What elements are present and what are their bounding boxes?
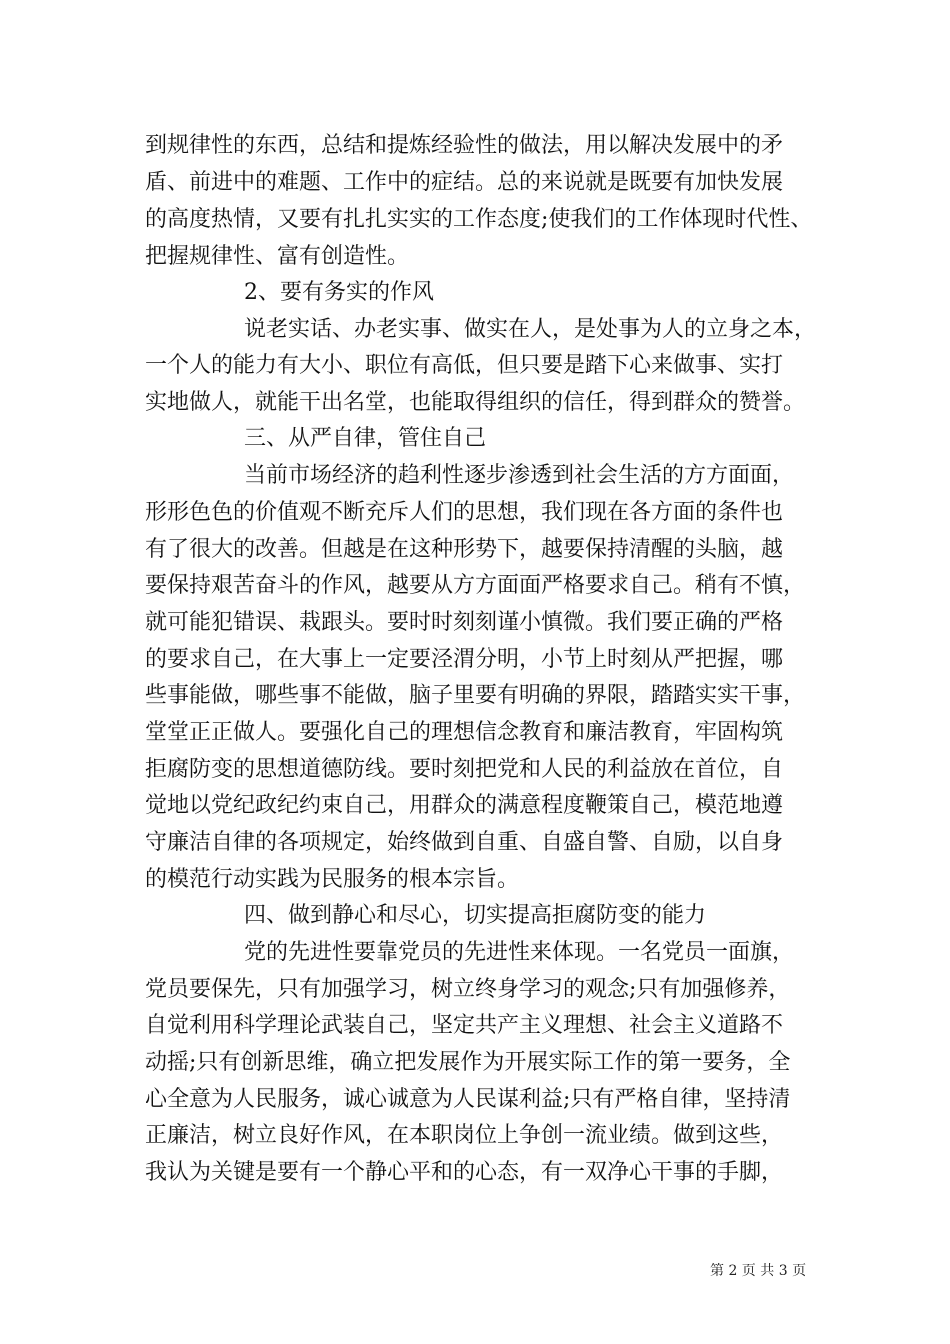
text-line: 要保持艰苦奋斗的作风，越要从方方面面严格要求自己。稍有不慎， (145, 573, 806, 598)
text-line: 实地做人，就能干出名堂，也能取得组织的信任，得到群众的赞誉。 (145, 390, 806, 415)
text-line: 拒腐防变的思想道德防线。要时刻把党和人民的利益放在首位，自 (145, 757, 784, 782)
section-heading: 四、做到静心和尽心，切实提高拒腐防变的能力 (244, 903, 707, 928)
text-line: 正廉洁，树立良好作风，在本职岗位上争创一流业绩。做到这些， (145, 1123, 784, 1148)
text-line: 形形色色的价值观不断充斥人们的思想，我们现在各方面的条件也 (145, 500, 784, 525)
text-line: 到规律性的东西，总结和提炼经验性的做法，用以解决发展中的矛 (145, 133, 784, 158)
text-line: 有了很大的改善。但越是在这种形势下，越要保持清醒的头脑，越 (145, 537, 784, 562)
text-line: 自觉利用科学理论武装自己，坚定共产主义理想、社会主义道路不 (145, 1013, 784, 1038)
text-line: 当前市场经济的趋利性逐步渗透到社会生活的方方面面， (244, 463, 795, 488)
text-line: 盾、前进中的难题、工作中的症结。总的来说就是既要有加快发展 (145, 170, 784, 195)
text-line: 把握规律性、富有创造性。 (145, 244, 410, 269)
text-line: 的要求自己，在大事上一定要泾渭分明，小节上时刻从严把握，哪 (145, 647, 784, 672)
text-line: 守廉洁自律的各项规定，始终做到自重、自盛自警、自励，以自身 (145, 830, 784, 855)
text-line: 堂堂正正做人。要强化自己的理想信念教育和廉洁教育，牢固构筑 (145, 720, 784, 745)
text-line: 一个人的能力有大小、职位有高低，但只要是踏下心来做事、实打 (145, 353, 784, 378)
text-line: 党员要保先，只有加强学习，树立终身学习的观念;只有加强修养， (145, 977, 791, 1002)
text-line: 的高度热情，又要有扎扎实实的工作态度;使我们的工作体现时代性、 (145, 207, 813, 232)
text-line: 我认为关键是要有一个静心平和的心态，有一双净心干事的手脚， (145, 1160, 784, 1185)
text-line: 心全意为人民服务，诚心诚意为人民谋利益;只有严格自律，坚持清 (145, 1087, 791, 1112)
text-line: 说老实话、办老实事、做实在人，是处事为人的立身之本， (244, 317, 817, 342)
text-line: 些事能做，哪些事不能做，脑子里要有明确的界限，踏踏实实干事， (145, 683, 806, 708)
text-line: 动摇;只有创新思维，确立把发展作为开展实际工作的第一要务，全 (145, 1050, 791, 1075)
text-line: 就可能犯错误、栽跟头。要时时刻刻谨小慎微。我们要正确的严格 (145, 610, 784, 635)
section-heading: 2、要有务实的作风 (244, 280, 434, 305)
text-line: 党的先进性要靠党员的先进性来体现。一名党员一面旗， (244, 940, 795, 965)
text-line: 的模范行动实践为民服务的根本宗旨。 (145, 867, 520, 892)
section-heading: 三、从严自律，管住自己 (244, 426, 487, 451)
text-line: 觉地以党纪政纪约束自己，用群众的满意程度鞭策自己，模范地遵 (145, 793, 784, 818)
page-number-footer: 第 2 页 共 3 页 (710, 1263, 807, 1279)
